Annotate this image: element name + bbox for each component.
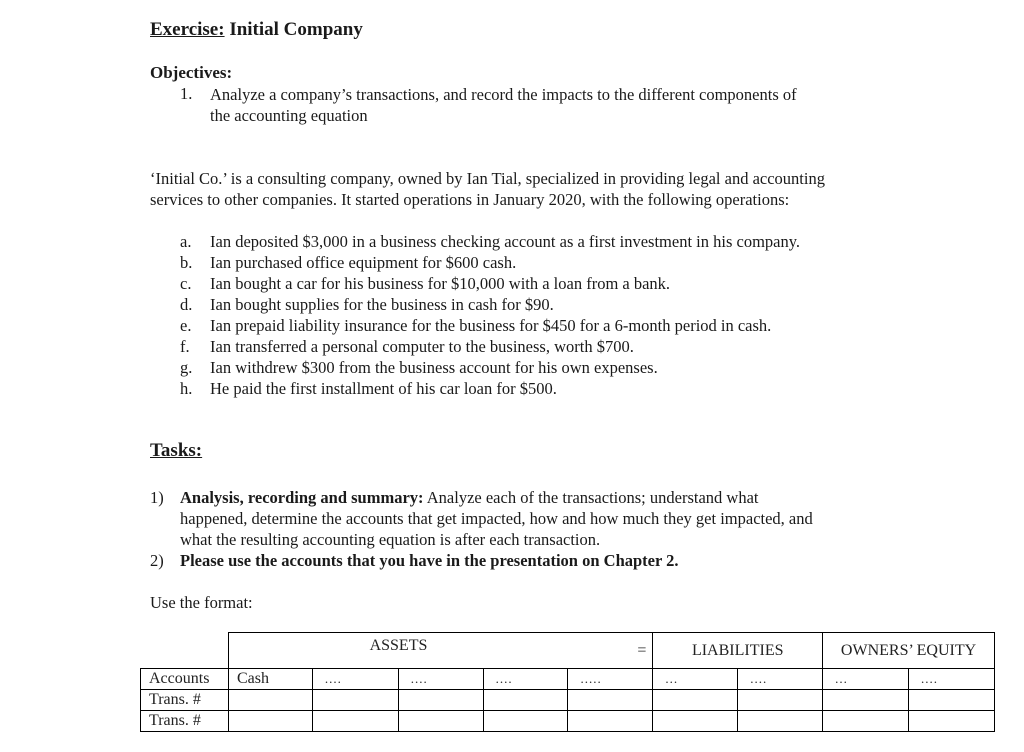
- table-row: [141, 690, 995, 711]
- accounting-format-table: [140, 632, 995, 732]
- placeholder-dots: ....: [738, 669, 823, 690]
- operation-text: Ian prepaid liability insurance for the business for $450 for a 6-month period in cash.: [210, 316, 772, 335]
- operation-letter: e.: [180, 316, 192, 335]
- table-cell: [738, 711, 823, 732]
- task-1-rest: Analyze each of the transactions; understand what: [426, 488, 759, 507]
- owners-equity-header: OWNERS’ EQUITY: [823, 633, 995, 669]
- placeholder-dots: ....: [909, 669, 995, 690]
- table-cell: [653, 690, 738, 711]
- operation-text: Ian transferred a personal computer to the business, worth $700.: [210, 337, 634, 356]
- task-2-number: 2): [150, 551, 164, 570]
- placeholder-dots: ...: [823, 669, 909, 690]
- table-header-row: [141, 633, 995, 669]
- placeholder-dots: ...: [653, 669, 738, 690]
- title-name: Initial Company: [229, 19, 363, 40]
- operation-text: Ian bought a car for his business for $10,000 with a loan from a bank.: [210, 274, 671, 293]
- placeholder-dots: .....: [568, 669, 653, 690]
- table-row: [141, 669, 995, 690]
- operation-letter: g.: [180, 358, 193, 377]
- table-cell: [823, 711, 909, 732]
- liabilities-header: LIABILITIES: [653, 633, 823, 669]
- table-cell: [909, 711, 995, 732]
- objective-number: 1.: [180, 84, 193, 103]
- intro-line-2: services to other companies. It started operations in January 2020, with the following operations:: [150, 190, 790, 209]
- format-label: Use the format:: [150, 593, 253, 612]
- table-cell: [568, 711, 653, 732]
- operation-letter: b.: [180, 253, 193, 272]
- operation-letter: c.: [180, 274, 192, 293]
- task-2-text: Please use the accounts that you have in the presentation on Chapter 2.: [180, 551, 679, 570]
- operation-text: Ian deposited $3,000 in a business checking account as a first investment in his company.: [210, 232, 801, 251]
- table-cell: [398, 711, 483, 732]
- table-cell: [653, 711, 738, 732]
- task-1-number: 1): [150, 488, 164, 507]
- table-cell: [483, 711, 568, 732]
- page-title: [150, 19, 363, 41]
- table-cell: [228, 690, 312, 711]
- operation-text: Ian purchased office equipment for $600 cash.: [210, 253, 517, 272]
- task-1-line-3: what the resulting accounting equation is after each transaction.: [180, 530, 601, 549]
- task-1-bold: Analysis, recording and summary:: [180, 488, 424, 507]
- operation-letter: d.: [180, 295, 193, 314]
- operation-text: Ian withdrew $300 from the business account for his own expenses.: [210, 358, 658, 377]
- objective-line-1: Analyze a company’s transactions, and record the impacts to the different components of: [210, 85, 797, 104]
- table-cell: [228, 711, 312, 732]
- table-cell: [568, 690, 653, 711]
- operation-text: He paid the first installment of his car loan for $500.: [210, 379, 557, 398]
- intro-line-1: ‘Initial Co.’ is a consulting company, owned by Ian Tial, specialized in providing legal and accounting: [150, 169, 825, 188]
- trans-label: Trans. #: [141, 711, 229, 732]
- accounts-label: Accounts: [141, 669, 229, 690]
- assets-header: ASSETS: [228, 633, 568, 669]
- cash-column-label: Cash: [228, 669, 312, 690]
- operation-letter: a.: [180, 232, 192, 251]
- trans-label: Trans. #: [141, 690, 229, 711]
- operation-letter: f.: [180, 337, 190, 356]
- objectives-heading: Objectives:: [150, 63, 233, 82]
- task-1-line-2: happened, determine the accounts that get impacted, how and how much they get impacted, and: [180, 509, 813, 528]
- placeholder-dots: ....: [483, 669, 568, 690]
- title-prefix: Exercise:: [150, 19, 225, 40]
- empty-cell: [141, 633, 229, 669]
- task-1-line-1: [180, 487, 882, 508]
- table-row: [141, 711, 995, 732]
- placeholder-dots: ....: [398, 669, 483, 690]
- table-cell: [909, 690, 995, 711]
- table-cell: [398, 690, 483, 711]
- operation-text: Ian bought supplies for the business in cash for $90.: [210, 295, 554, 314]
- table-cell: [312, 690, 398, 711]
- table-cell: [312, 711, 398, 732]
- table-cell: [483, 690, 568, 711]
- equals-sign: =: [568, 633, 653, 669]
- placeholder-dots: ....: [312, 669, 398, 690]
- table-cell: [738, 690, 823, 711]
- table-cell: [823, 690, 909, 711]
- tasks-heading: Tasks:: [150, 440, 203, 461]
- objective-line-2: the accounting equation: [210, 106, 368, 125]
- operation-letter: h.: [180, 379, 193, 398]
